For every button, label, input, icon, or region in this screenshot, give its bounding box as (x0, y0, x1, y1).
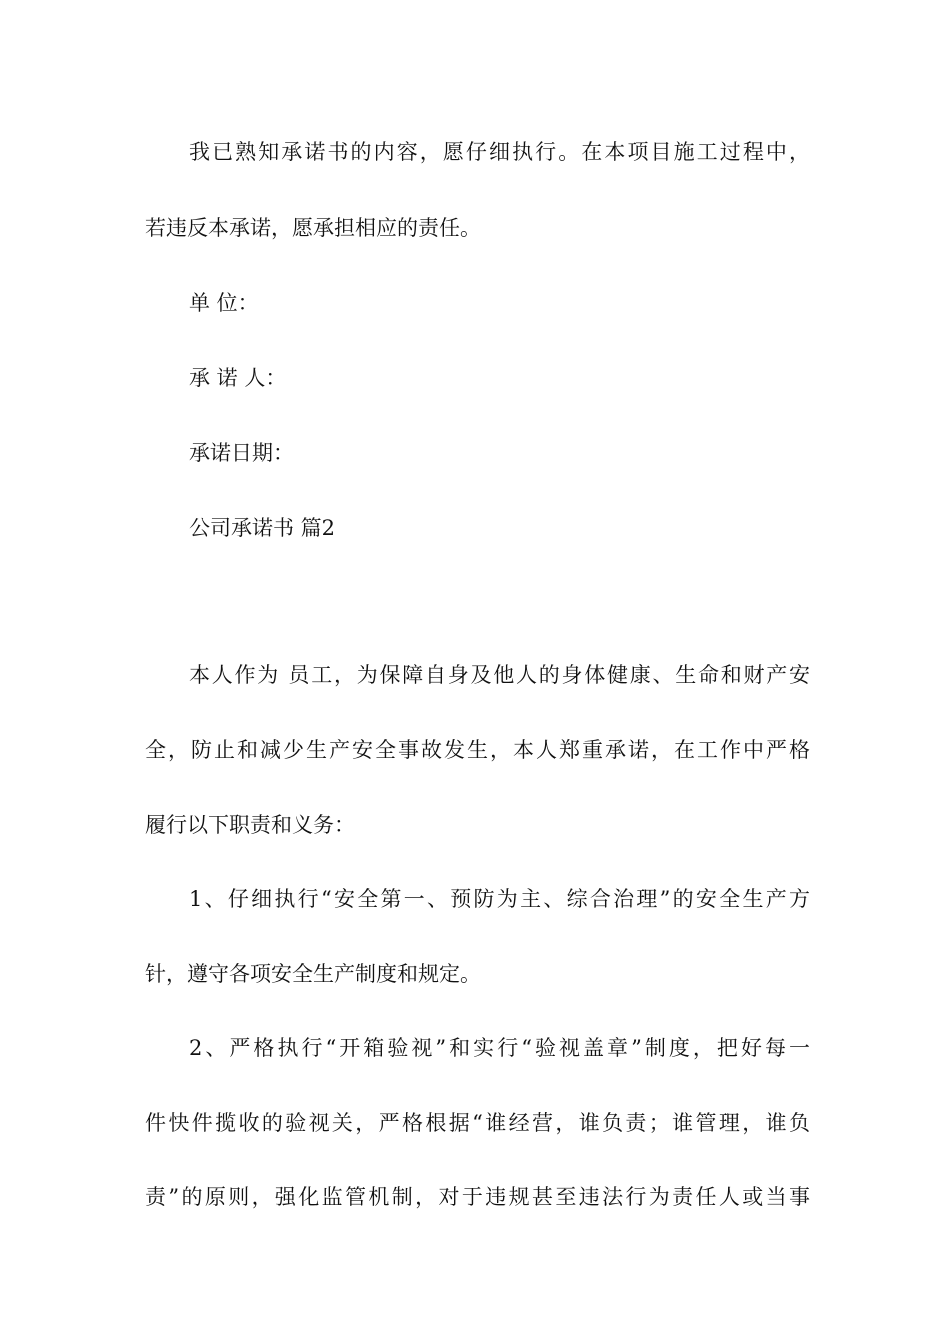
section-heading: 公司承诺书 篇2 (189, 516, 336, 540)
paragraph-line: 履行以下职责和义务： (145, 813, 355, 837)
list-item-line: 1、仔细执行“安全第一、预防为主、综合治理”的安全生产方 (189, 887, 810, 911)
list-item-line: 2、严格执行“开箱验视”和实行“验视盖章”制度，把好每一 (189, 1036, 810, 1060)
promisor-label: 承 诺 人： (189, 366, 287, 390)
list-item-line: 针，遵守各项安全生产制度和规定。 (145, 962, 481, 986)
paragraph-line: 若违反本承诺，愿承担相应的责任。 (145, 216, 481, 240)
paragraph-line: 全，防止和减少生产安全事故发生，本人郑重承诺，在工作中严格 (145, 738, 810, 762)
promise-date-label: 承诺日期： (189, 441, 294, 465)
paragraph-line: 我已熟知承诺书的内容，愿仔细执行。在本项目施工过程中， (189, 140, 810, 164)
unit-label: 单 位： (189, 291, 259, 315)
paragraph-line: 本人作为 员工，为保障自身及他人的身体健康、生命和财产安 (189, 663, 810, 687)
list-item-line: 件快件揽收的验视关，严格根据“谁经营，谁负责；谁管理，谁负 (145, 1111, 810, 1135)
list-item-line: 责”的原则，强化监管机制，对于违规甚至违法行为责任人或当事 (145, 1185, 810, 1209)
